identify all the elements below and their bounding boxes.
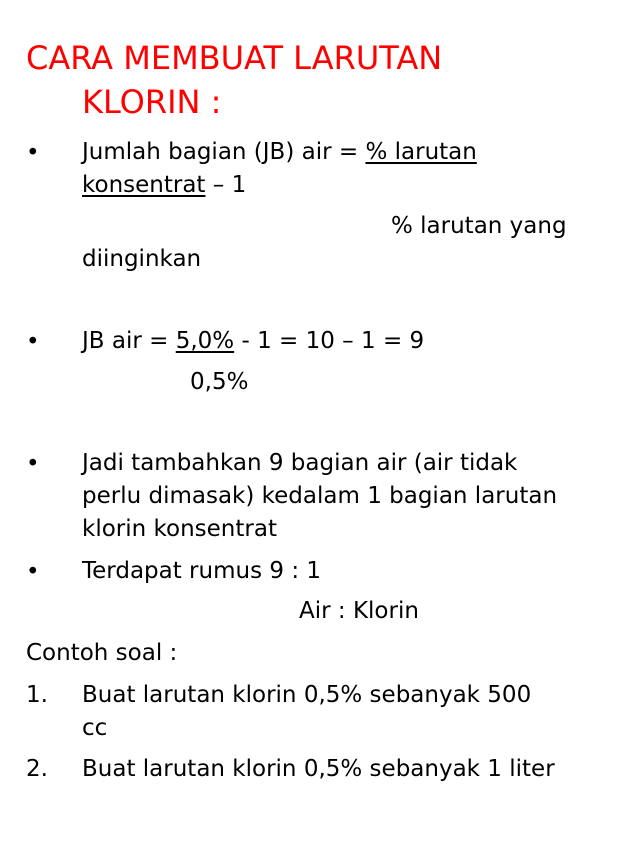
formula-suffix: – 1 [205,172,247,198]
formula-denominator-a: % larutan yang [391,213,567,239]
calc-suffix: - 1 = 10 – 1 = 9 [234,328,425,354]
example-1-line-2: cc [82,715,108,741]
calc-numerator: 5,0% [175,328,235,354]
formula-denominator-b: diinginkan [82,246,202,272]
bullet-marker: • [26,559,40,585]
formula-prefix: Jumlah bagian (JB) air = [82,139,366,165]
example-number: 1. [26,682,48,708]
title-line-1: CARA MEMBUAT LARUTAN [26,39,443,77]
example-1-line-1: Buat larutan klorin 0,5% sebanyak 500 [82,682,532,708]
bullet-marker: • [26,329,40,355]
formula-numerator-b: konsentrat [82,172,206,198]
ratio-legend: Air : Klorin [299,598,419,624]
bullet-marker: • [26,140,40,166]
title-line-2: KLORIN : [82,83,222,121]
instruction-line-2: perlu dimasak) kedalam 1 bagian larutan [82,483,558,509]
example-2-line-1: Buat larutan klorin 0,5% sebanyak 1 liter [82,756,555,782]
formula-numerator-a: % larutan [365,139,477,165]
formula-line [82,137,477,167]
instruction-line-1: Jadi tambahkan 9 bagian air (air tidak [82,450,518,476]
bullet-marker: • [26,451,40,477]
examples-heading: Contoh soal : [26,640,178,666]
calc-prefix: JB air = [82,328,176,354]
calc-line [82,326,424,356]
formula-line-2 [82,170,246,200]
example-number: 2. [26,756,48,782]
slide-title [26,36,626,124]
ratio-line: Terdapat rumus 9 : 1 [82,558,322,584]
calc-denominator: 0,5% [190,369,249,395]
instruction-line-3: klorin konsentrat [82,516,277,542]
